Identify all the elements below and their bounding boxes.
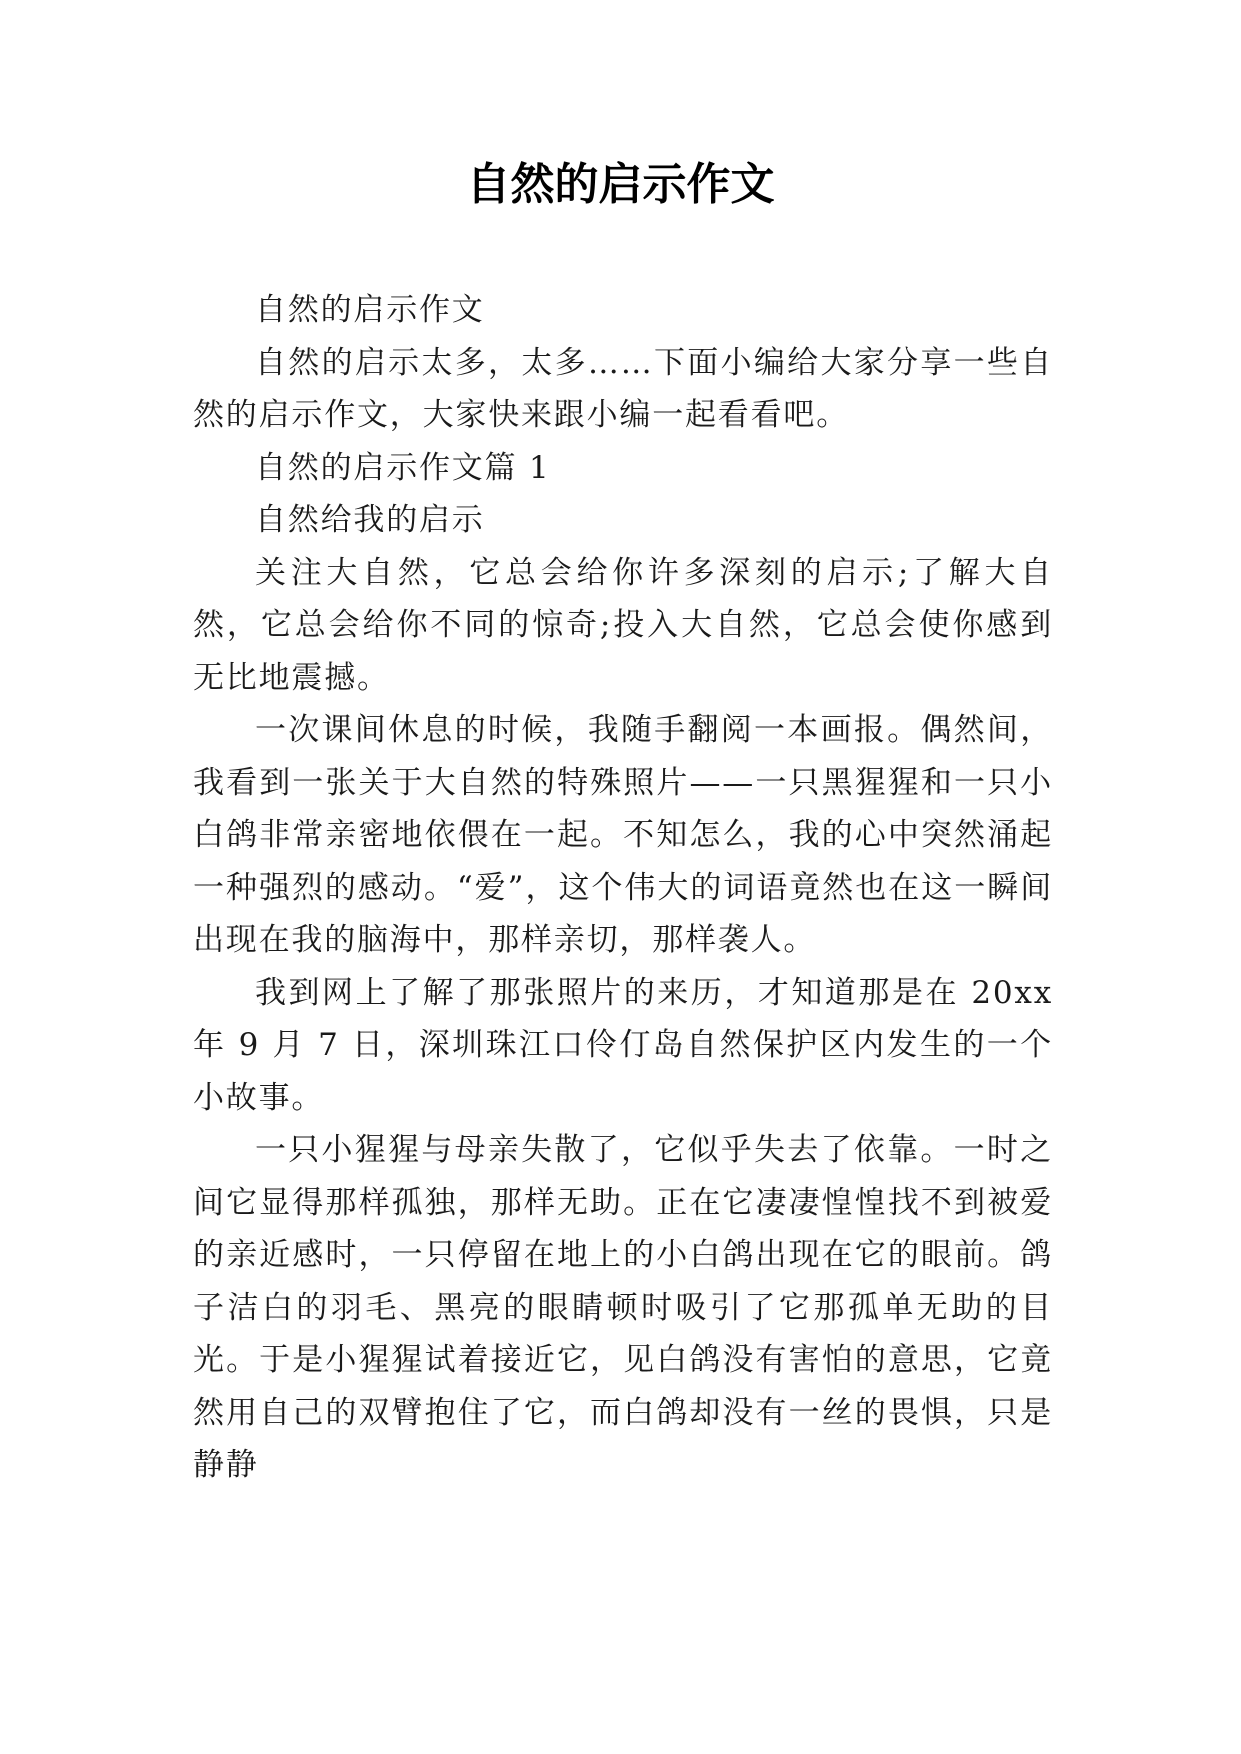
- paragraph-intro: 自然的启示太多，太多……下面小编给大家分享一些自然的启示作文，大家快来跟小编一起看看吧。: [193, 344, 1053, 433]
- paragraph-subtitle: 自然的启示作文: [255, 292, 485, 328]
- paragraph-body-1: 关注大自然，它总会给你许多深刻的启示;了解大自然，它总会给你不同的惊奇;投入大自然，它总会使你感到无比地震撼。: [193, 554, 1053, 696]
- paragraph-essay-title: 自然给我的启示: [255, 502, 485, 538]
- paragraph-body-3: 我到网上了解了那张照片的来历，才知道那是在 20xx 年 9 月 7 日，深圳珠江口伶仃岛自然保护区内发生的一个小故事。: [193, 974, 1053, 1116]
- document-title: 自然的启示作文: [466, 159, 775, 210]
- document-body: [193, 284, 1053, 1492]
- paragraph-section-heading: 自然的启示作文篇 1: [255, 449, 551, 486]
- paragraph-body-2: 一次课间休息的时候，我随手翻阅一本画报。偶然间，我看到一张关于大自然的特殊照片——一只黑猩猩和一只小白鸽非常亲密地依偎在一起。不知怎么，我的心中突然涌起一种强烈的感动。“爱”，这个伟大的词语竟然也在这一瞬间出现在我的脑海中，那样亲切，那样袭人。: [193, 712, 1053, 958]
- paragraph-body-4: 一只小猩猩与母亲失散了，它似乎失去了依靠。一时之间它显得那样孤独，那样无助。正在它凄凄惶惶找不到被爱的亲近感时，一只停留在地上的小白鸽出现在它的眼前。鸽子洁白的羽毛、黑亮的眼睛顿时吸引了它那孤单无助的目光。于是小猩猩试着接近它，见白鸽没有害怕的意思，它竟然用自己的双臂抱住了它，而白鸽却没有一丝的畏惧，只是静静: [193, 1132, 1053, 1483]
